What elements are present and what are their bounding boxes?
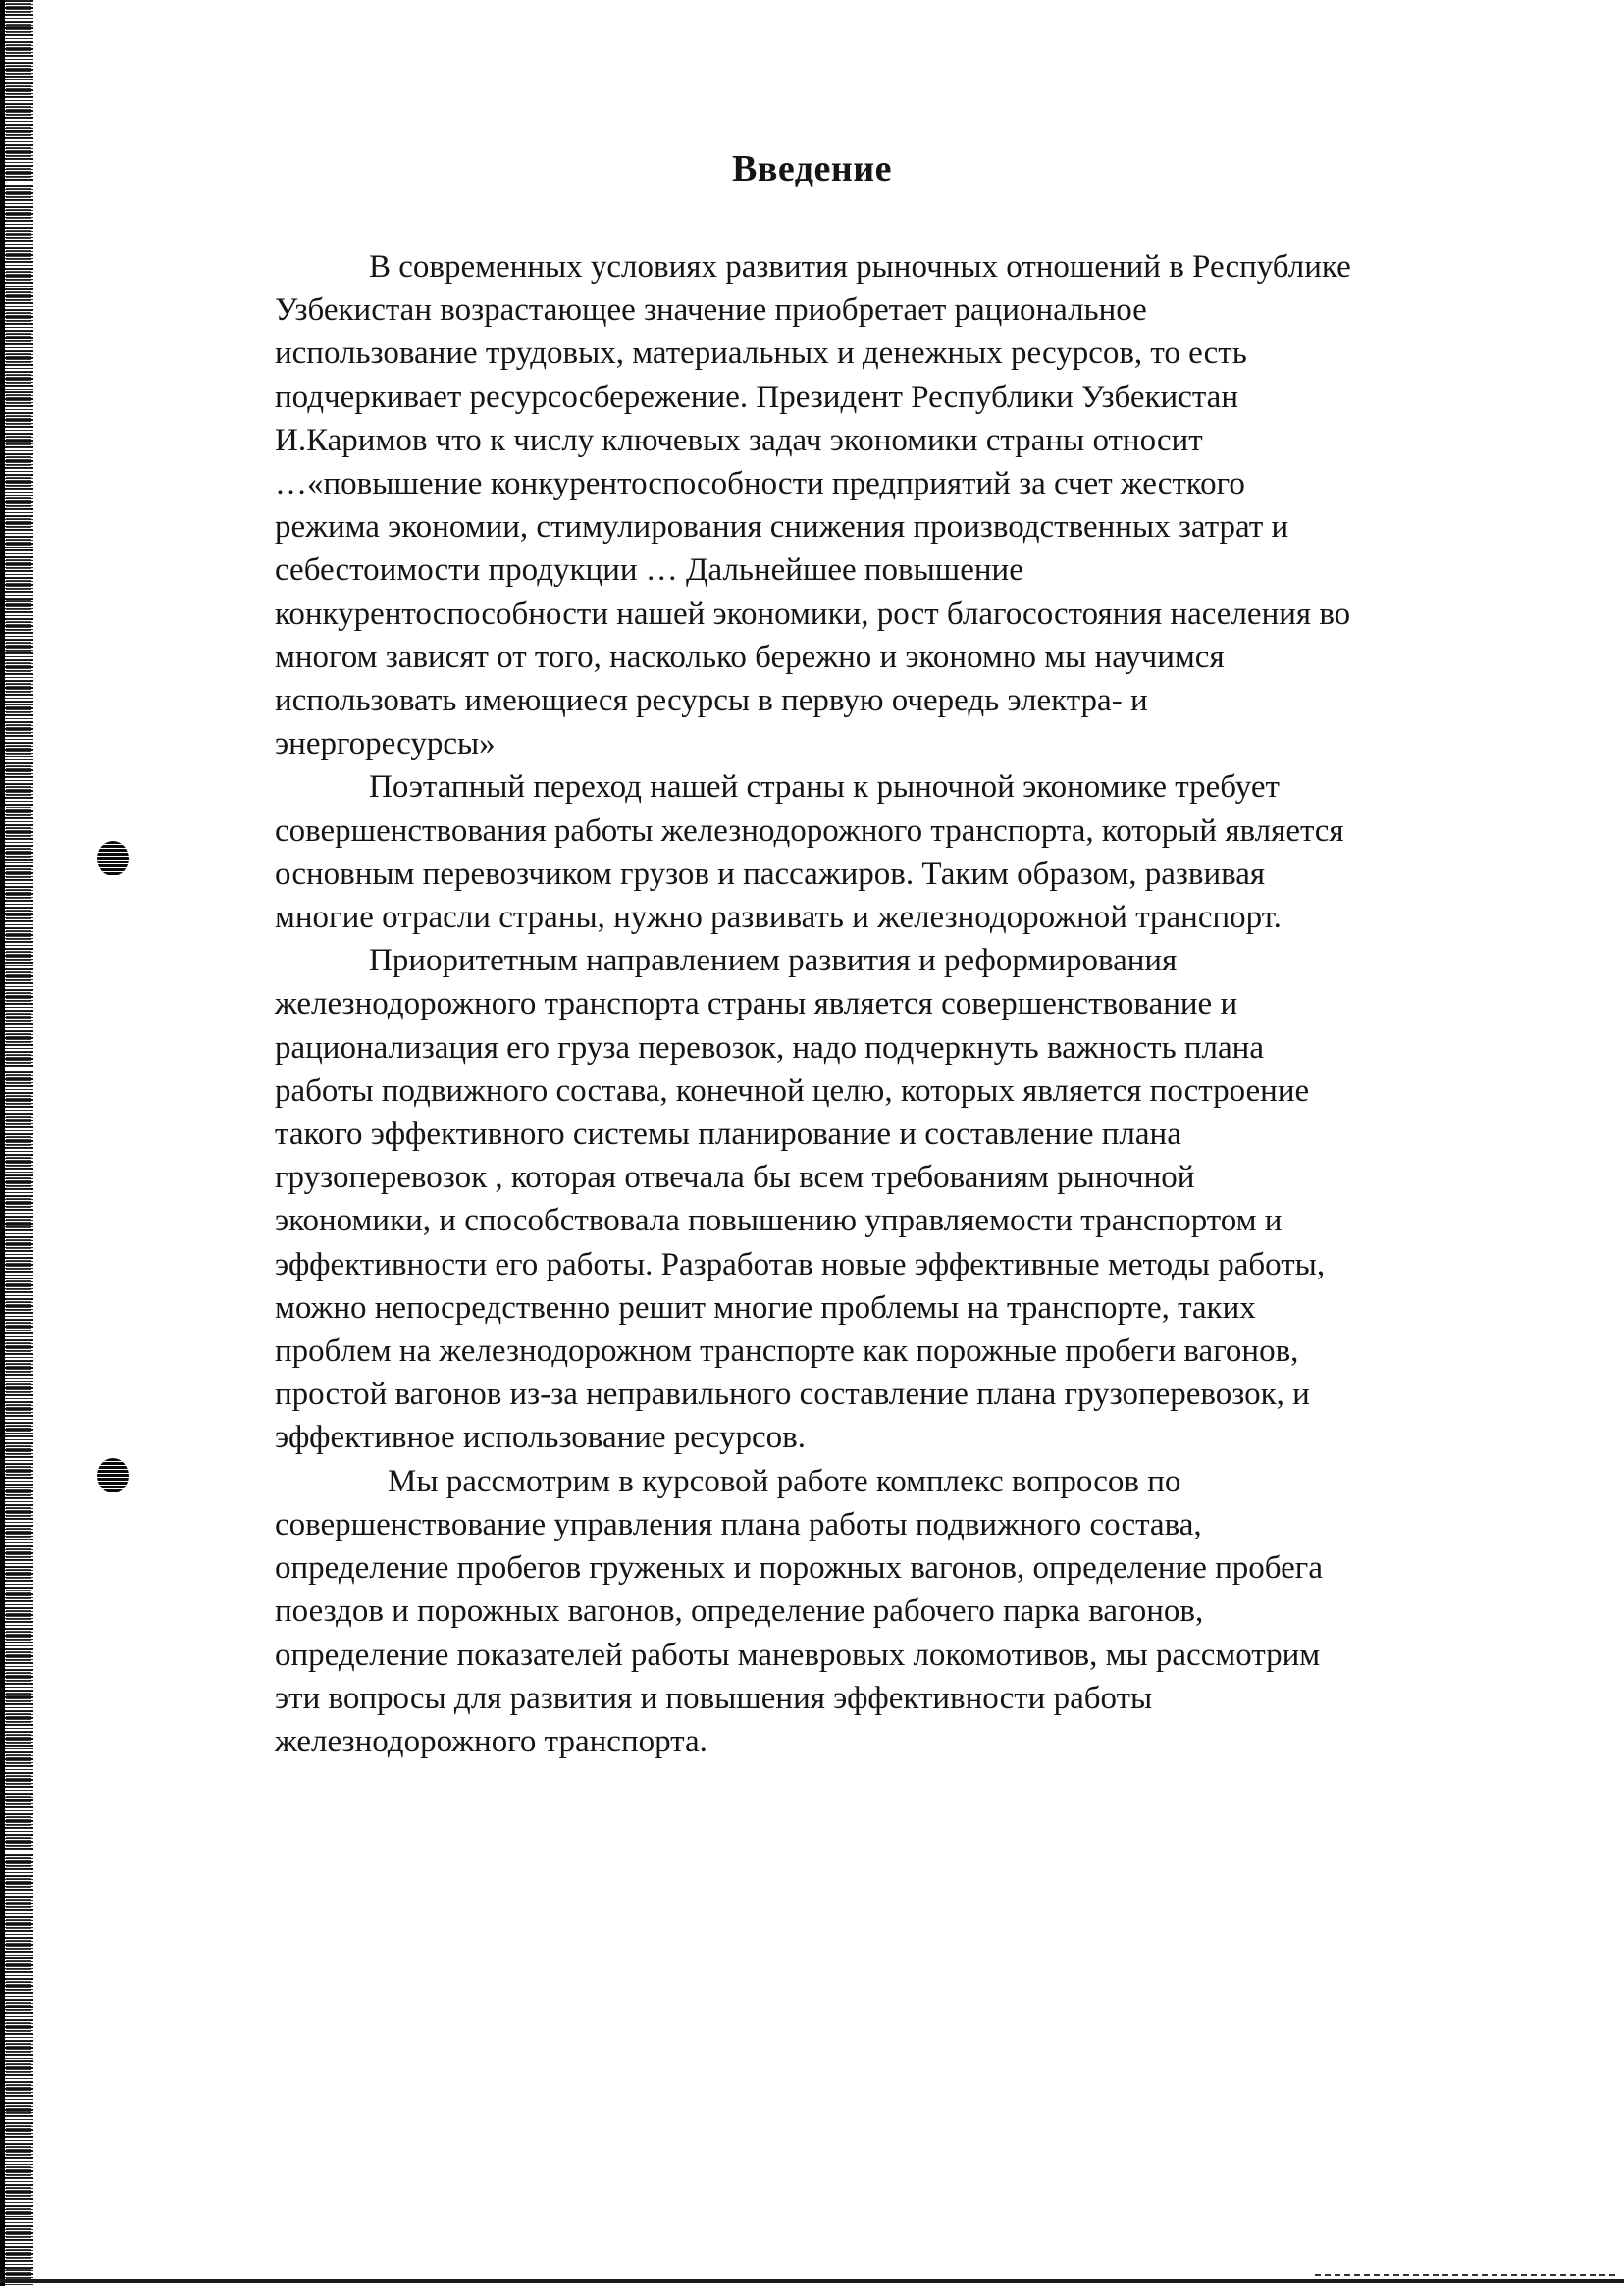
text-line: поездов и порожных вагонов, определение рабочего парка вагонов,: [275, 1593, 1204, 1630]
text-line: В современных условиях развития рыночных отношений в Республике: [369, 249, 1351, 285]
text-line: конкурентоспособности нашей экономики, рост благосостояния населения во: [275, 596, 1351, 632]
scan-binding-edge-texture: [6, 0, 31, 2286]
text-line: использовать имеющиеся ресурсы в первую очередь электра- и: [275, 683, 1148, 719]
text-line: Мы рассмотрим в курсовой работе комплекс вопросов по: [388, 1463, 1181, 1499]
text-line: основным перевозчиком грузов и пассажиров. Таким образом, развивая: [275, 856, 1266, 892]
scan-bottom-edge: [0, 2279, 1624, 2283]
text-line: себестоимости продукции … Дальнейшее повышение: [275, 552, 1023, 589]
text-line: работы подвижного состава, конечной целю, которых является построение: [275, 1072, 1310, 1109]
paragraph-4: [275, 1460, 1560, 1763]
text-line: Узбекистан возрастающее значение приобретает рациональное: [275, 292, 1147, 329]
text-line: многие отрасли страны, нужно развивать и железнодорожной транспорт.: [275, 900, 1282, 936]
paragraph-3: [275, 939, 1560, 1459]
text-line: грузоперевозок , которая отвечала бы всем требованиям рыночной: [275, 1160, 1195, 1196]
text-line: определение показателей работы маневровых локомотивов, мы рассмотрим: [275, 1637, 1321, 1673]
text-line: проблем на железнодорожном транспорте как порожные пробеги вагонов,: [275, 1333, 1299, 1370]
text-line: Поэтапный переход нашей страны к рыночной экономике требует: [369, 769, 1280, 806]
document-body: [275, 245, 1560, 1763]
punch-hole: [97, 1458, 129, 1493]
punch-hole: [97, 841, 129, 876]
text-line: совершенствования работы железнодорожного транспорта, который является: [275, 812, 1344, 849]
text-line: энергоресурсы»: [275, 726, 496, 762]
text-line: многом зависят от того, насколько бережно и экономно мы научимся: [275, 639, 1225, 675]
text-line: режима экономии, стимулирования снижения производственных затрат и: [275, 509, 1289, 546]
text-line: железнодорожного транспорта.: [275, 1723, 707, 1759]
paragraph-1: [275, 245, 1560, 765]
text-line: рационализация его груза перевозок, надо подчеркнуть важность плана: [275, 1029, 1264, 1066]
text-line: можно непосредственно решит многие проблемы на транспорте, таких: [275, 1289, 1256, 1326]
text-line: …«повышение конкурентоспособности предприятий за счет жесткого: [275, 466, 1245, 502]
text-line: простой вагонов из-за неправильного составление плана грузоперевозок, и: [275, 1377, 1310, 1413]
text-line: эти вопросы для развития и повышения эффективности работы: [275, 1680, 1153, 1716]
paragraph-2: [275, 765, 1560, 939]
text-line: экономики, и способствовала повышению управляемости транспортом и: [275, 1203, 1283, 1239]
text-line: определение пробегов груженых и порожных вагонов, определение пробега: [275, 1550, 1323, 1587]
text-line: использование трудовых, материальных и денежных ресурсов, то есть: [275, 336, 1247, 372]
text-line: Приоритетным направлением развития и реформирования: [369, 943, 1178, 979]
text-line: совершенствование управления плана работы подвижного состава,: [275, 1506, 1202, 1542]
text-line: подчеркивает ресурсосбережение. Президент Республики Узбекистан: [275, 379, 1238, 415]
page-title: Введение: [732, 148, 892, 189]
text-line: эффективности его работы. Разработав новые эффективные методы работы,: [275, 1246, 1326, 1282]
text-line: эффективное использование ресурсов.: [275, 1420, 806, 1456]
scan-bottom-edge-dashes: [1315, 2274, 1619, 2276]
text-line: железнодорожного транспорта страны является совершенствование и: [275, 986, 1238, 1022]
text-line: И.Каримов что к числу ключевых задач экономики страны относит: [275, 422, 1203, 458]
text-line: такого эффективного системы планирование и составление плана: [275, 1117, 1181, 1153]
